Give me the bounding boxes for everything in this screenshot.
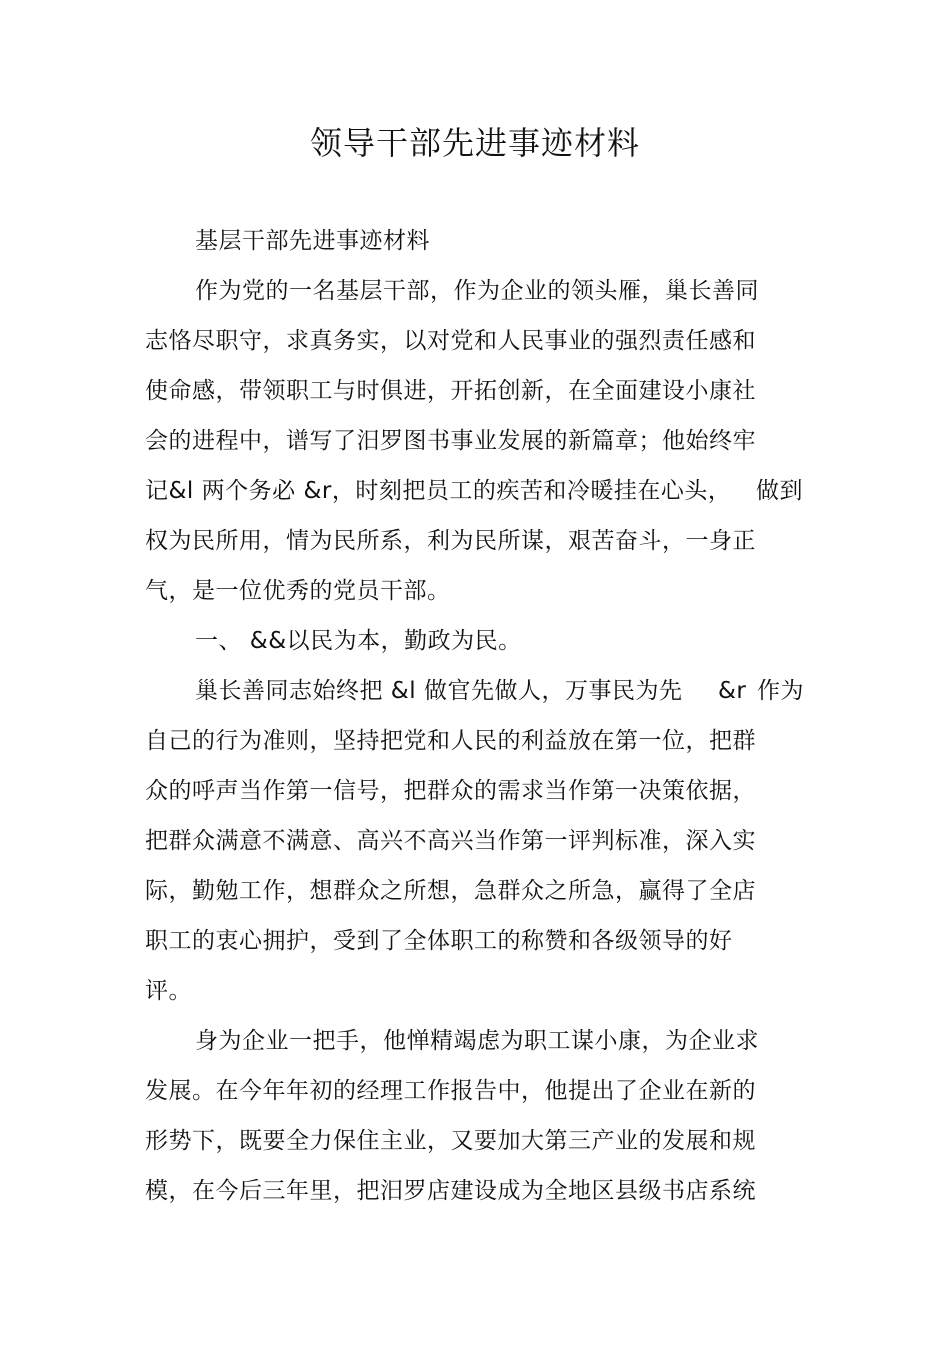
paragraph-line-fragment: 做到: [756, 478, 803, 504]
document-subtitle: 基层干部先进事迹材料: [195, 228, 430, 254]
paragraph-line: 作为党的一名基层干部，作为企业的领头雁，巢长善同: [195, 278, 759, 304]
paragraph-line: 评。: [145, 978, 192, 1004]
paragraph-line: 记&l 两个务必 &r，时刻把员工的疾苦和冷暖挂在心头，: [145, 478, 732, 504]
paragraph-line: 巢长善同志始终把 &l 做官先做人，万事民为先: [195, 678, 683, 704]
paragraph-line: 际，勤勉工作，想群众之所想，急群众之所急，赢得了全店: [145, 878, 756, 904]
paragraph-line-fragment: 作为: [757, 678, 804, 704]
paragraph-line: 会的进程中，谱写了汨罗图书事业发展的新篇章；他始终牢: [145, 428, 756, 454]
paragraph-line-fragment: &r: [718, 678, 747, 704]
paragraph-line: 使命感，带领职工与时俱进，开拓创新，在全面建设小康社: [145, 378, 756, 404]
paragraph-line: 形势下，既要全力保住主业，又要加大第三产业的发展和规: [145, 1128, 756, 1154]
paragraph-line: 职工的衷心拥护，受到了全体职工的称赞和各级领导的好: [145, 928, 733, 954]
paragraph-line: 自己的行为准则，坚持把党和人民的利益放在第一位，把群: [145, 728, 756, 754]
paragraph-line: 众的呼声当作第一信号，把群众的需求当作第一决策依据，: [145, 778, 756, 804]
paragraph-line: 气，是一位优秀的党员干部。: [145, 578, 451, 604]
paragraph-line: 权为民所用，情为民所系，利为民所谋，艰苦奋斗，一身正: [145, 528, 756, 554]
document-title: 领导干部先进事迹材料: [309, 124, 640, 162]
section-heading: 一、 &&以民为本，勤政为民。: [195, 628, 522, 654]
paragraph-line: 志恪尽职守，求真务实，以对党和人民事业的强烈责任感和: [145, 328, 756, 354]
paragraph-line: 把群众满意不满意、高兴不高兴当作第一评判标准，深入实: [145, 828, 756, 854]
paragraph-line: 发展。在今年年初的经理工作报告中，他提出了企业在新的: [145, 1078, 756, 1104]
paragraph-line: 身为企业一把手，他惮精竭虑为职工谋小康，为企业求: [195, 1028, 759, 1054]
paragraph-line: 模，在今后三年里，把汨罗店建设成为全地区县级书店系统: [145, 1178, 756, 1204]
